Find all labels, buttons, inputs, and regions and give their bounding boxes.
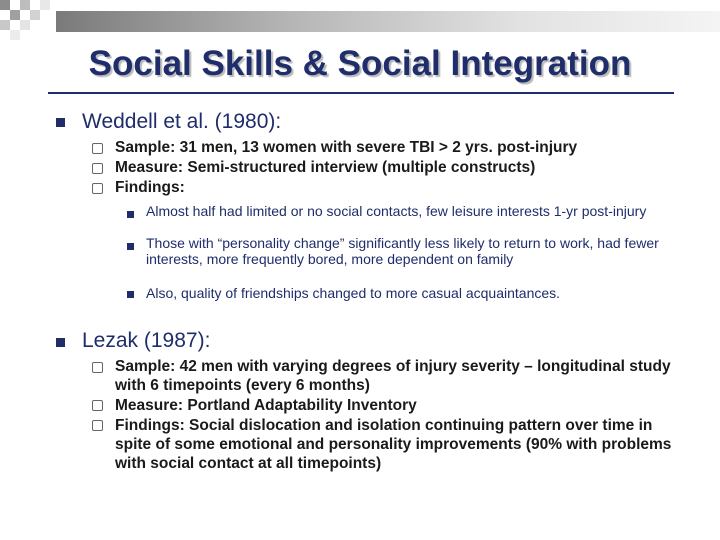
level2-bullet — [92, 163, 103, 174]
header-gradient-strip — [56, 11, 720, 32]
weddell-measure: Measure: Semi-structured interview (multiple constructs) — [115, 159, 536, 176]
section-heading-lezak: Lezak (1987): — [82, 329, 211, 352]
lezak-measure: Measure: Portland Adaptability Inventory — [115, 397, 417, 414]
checker-square — [20, 20, 30, 30]
level3-bullet — [127, 243, 134, 250]
lezak-findings: Findings: Social dislocation and isolation continuing pattern over time in spite of some emotional and personality improvements (90% with problems with social contact at all timepoints) — [115, 417, 672, 472]
level2-bullet — [92, 183, 103, 194]
section-heading-weddell: Weddell et al. (1980): — [82, 110, 282, 133]
level2-bullet — [92, 362, 103, 373]
checker-square — [10, 10, 20, 20]
slide-title: Social Skills & Social Integration — [88, 44, 632, 83]
weddell-findings-label: Findings: — [115, 179, 185, 196]
weddell-finding-1: Almost half had limited or no social contacts, few leisure interests 1-yr post-injury — [146, 203, 647, 219]
checker-square — [30, 10, 40, 20]
weddell-finding-3: Also, quality of friendships changed to more casual acquaintances. — [146, 285, 561, 301]
header-decoration — [0, 0, 720, 40]
level2-bullet — [92, 400, 103, 411]
checker-square — [0, 0, 10, 10]
level3-bullet — [127, 211, 134, 218]
weddell-sample: Sample: 31 men, 13 women with severe TBI > 2 yrs. post-injury — [115, 139, 578, 156]
checker-square — [0, 20, 10, 30]
level1-bullet — [56, 118, 65, 127]
level2-bullet — [92, 143, 103, 154]
title-underline — [48, 92, 674, 94]
level2-bullet — [92, 420, 103, 431]
level3-bullet — [127, 291, 134, 298]
checker-square — [20, 0, 30, 10]
checker-square — [40, 0, 50, 10]
checker-square — [10, 30, 20, 40]
weddell-finding-2: Those with “personality change” significantly less likely to return to work, had fewer interests, more frequently bored, more dependent on family — [146, 235, 659, 267]
level1-bullet — [56, 338, 65, 347]
lezak-sample: Sample: 42 men with varying degrees of injury severity – longitudinal study with 6 timepoints (every 6 months) — [115, 358, 671, 394]
